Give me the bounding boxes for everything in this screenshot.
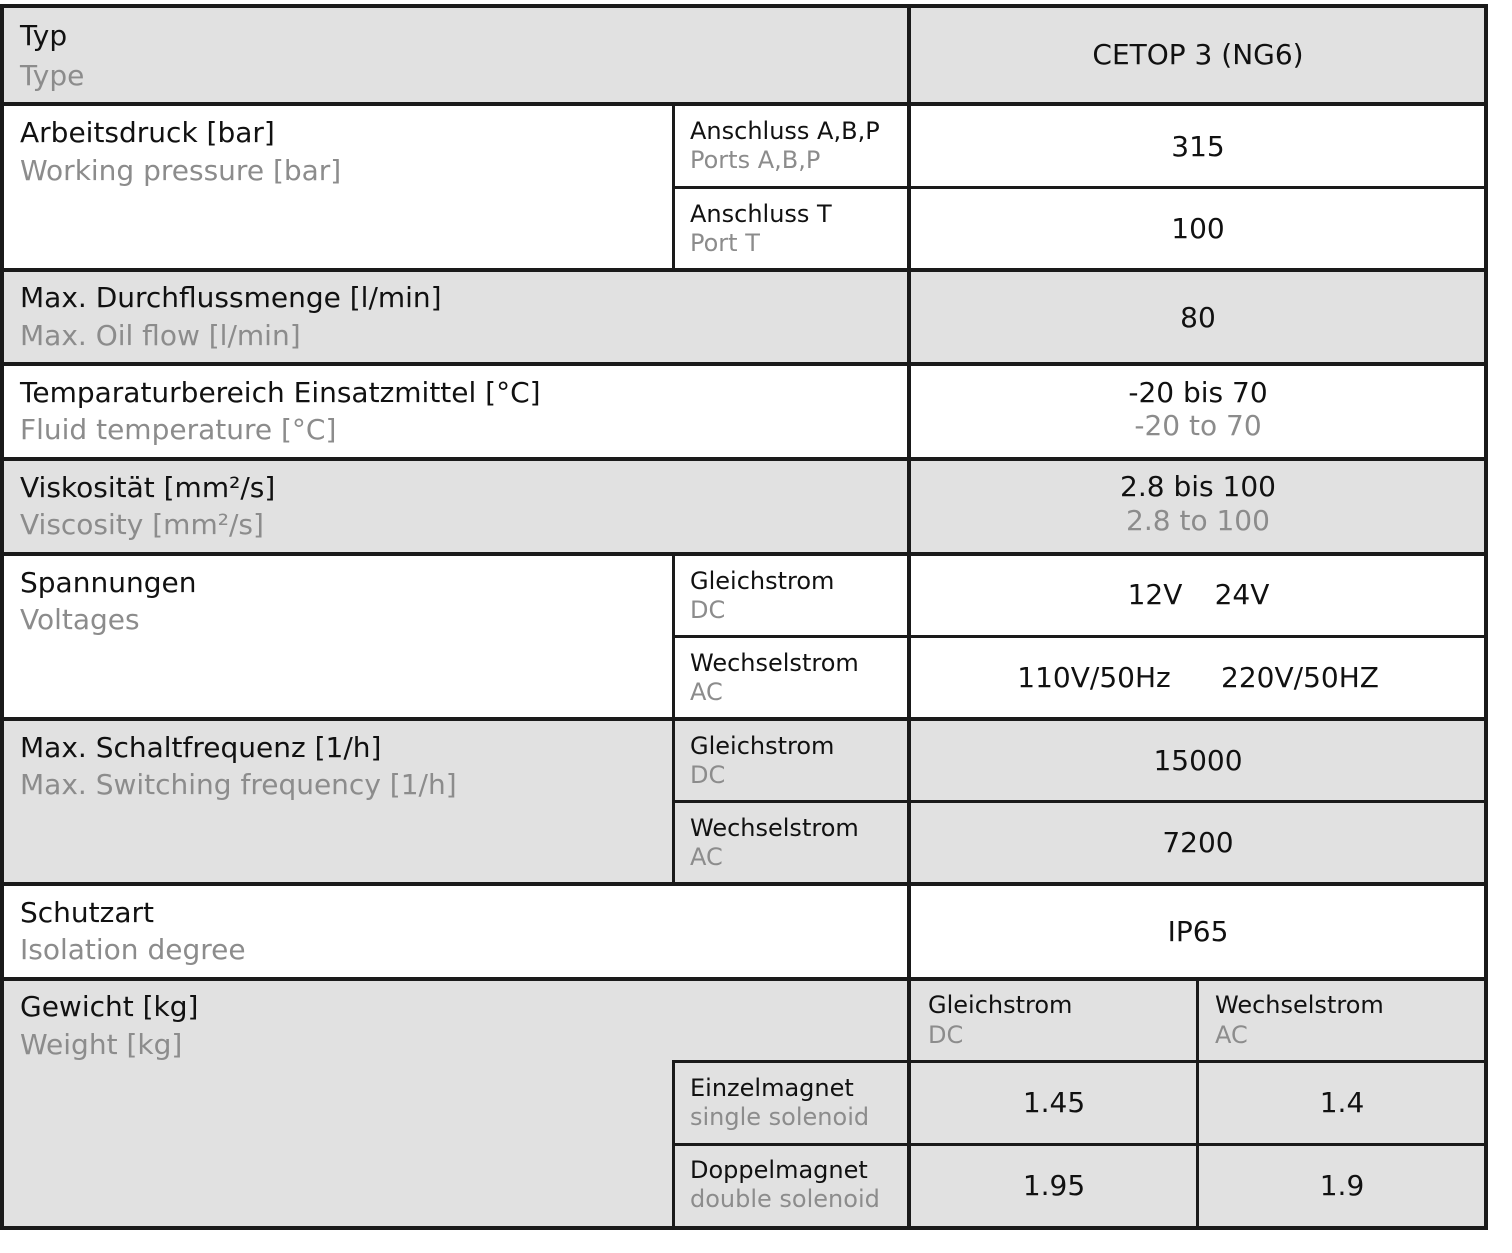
switching-ac-de: Wechselstrom — [690, 814, 859, 842]
weight-double-ac-value: 1.9 — [1319, 1169, 1365, 1202]
row-sep-1 — [0, 102, 1488, 106]
voltages-dc-value-a: 12V — [1127, 578, 1183, 611]
row-sep-4 — [0, 457, 1488, 461]
weight-label-en: Weight [kg] — [20, 1028, 183, 1061]
weight-single-en: single solenoid — [690, 1103, 870, 1131]
protection-label-en: Isolation degree — [20, 933, 246, 966]
weight-dc-ac-divider — [1196, 979, 1199, 1228]
weight-ac-header-en: AC — [1215, 1021, 1248, 1049]
voltages-switching-sub-divider — [672, 554, 675, 885]
border-left — [0, 4, 4, 1230]
row-sep-6 — [0, 717, 1488, 721]
viscosity-value-de: 2.8 bis 100 — [1120, 470, 1276, 503]
flow-label-de: Max. Durchflussmenge [l/min] — [20, 281, 442, 314]
voltages-ac-en: AC — [690, 678, 723, 706]
border-top — [0, 4, 1488, 8]
row-sep-2 — [0, 268, 1488, 272]
weight-single-ac-value: 1.4 — [1319, 1086, 1365, 1119]
type-value: CETOP 3 (NG6) — [1092, 38, 1304, 71]
weight-single-de: Einzelmagnet — [690, 1074, 854, 1102]
weight-sub-sep-2 — [672, 1143, 1488, 1146]
pressure-port-t-de: Anschluss T — [690, 200, 832, 228]
row-sep-3 — [0, 362, 1488, 366]
row-sep-5 — [0, 552, 1488, 556]
flow-label-en: Max. Oil flow [l/min] — [20, 319, 301, 352]
temperature-label-en: Fluid temperature [°C] — [20, 413, 337, 446]
switching-label-en: Max. Switching frequency [1/h] — [20, 768, 457, 801]
switching-dc-de: Gleichstrom — [690, 732, 835, 760]
switching-ac-en: AC — [690, 843, 723, 871]
row-sep-8 — [0, 977, 1488, 981]
protection-value: IP65 — [1167, 915, 1229, 948]
voltages-sub-sep — [672, 635, 1488, 638]
voltages-dc-value-b: 24V — [1214, 578, 1270, 611]
pressure-ports-abp-en: Ports A,B,P — [690, 146, 821, 174]
pressure-port-t-en: Port T — [690, 229, 760, 257]
type-label-de: Typ — [20, 19, 68, 52]
pressure-abp-value: 315 — [1171, 130, 1225, 163]
row-sep-7 — [0, 882, 1488, 886]
flow-value: 80 — [1180, 301, 1216, 334]
type-label-en: Type — [20, 59, 85, 92]
pressure-ports-abp-de: Anschluss A,B,P — [690, 117, 880, 145]
switching-ac-value: 7200 — [1162, 826, 1234, 859]
pressure-t-value: 100 — [1171, 212, 1225, 245]
weight-dc-header-en: DC — [928, 1021, 964, 1049]
weight-sub-sep-1 — [672, 1060, 1488, 1063]
switching-dc-en: DC — [690, 761, 726, 789]
voltages-dc-de: Gleichstrom — [690, 567, 835, 595]
switching-label-de: Max. Schaltfrequenz [1/h] — [20, 731, 382, 764]
viscosity-label-en: Viscosity [mm²/s] — [20, 508, 264, 541]
pressure-sub-divider — [672, 104, 675, 270]
weight-label-de: Gewicht [kg] — [20, 990, 199, 1023]
switching-dc-value: 15000 — [1153, 744, 1243, 777]
viscosity-value-en: 2.8 to 100 — [1126, 504, 1270, 537]
voltages-ac-value-a: 110V/50Hz — [1017, 661, 1171, 694]
viscosity-label-de: Viskosität [mm²/s] — [20, 471, 276, 504]
voltages-label-en: Voltages — [20, 603, 140, 636]
pressure-label-en: Working pressure [bar] — [20, 154, 342, 187]
weight-double-de: Doppelmagnet — [690, 1156, 868, 1184]
weight-double-dc-value: 1.95 — [1022, 1169, 1086, 1202]
weight-sub-divider — [672, 1060, 675, 1228]
border-bottom — [0, 1226, 1488, 1230]
voltages-ac-value-b: 220V/50HZ — [1221, 661, 1379, 694]
weight-single-dc-value: 1.45 — [1022, 1086, 1086, 1119]
switching-sub-sep — [672, 800, 1488, 803]
temperature-value-de: -20 bis 70 — [1128, 376, 1268, 409]
voltages-dc-en: DC — [690, 596, 726, 624]
protection-label-de: Schutzart — [20, 896, 154, 929]
temperature-value-en: -20 to 70 — [1134, 409, 1262, 442]
weight-dc-header-de: Gleichstrom — [928, 991, 1073, 1019]
weight-double-en: double solenoid — [690, 1185, 880, 1213]
voltages-ac-de: Wechselstrom — [690, 649, 859, 677]
voltages-label-de: Spannungen — [20, 566, 197, 599]
weight-ac-header-de: Wechselstrom — [1215, 991, 1384, 1019]
pressure-label-de: Arbeitsdruck [bar] — [20, 116, 275, 149]
pressure-sub-sep — [672, 186, 1488, 189]
temperature-label-de: Temparaturbereich Einsatzmittel [°C] — [20, 376, 541, 409]
